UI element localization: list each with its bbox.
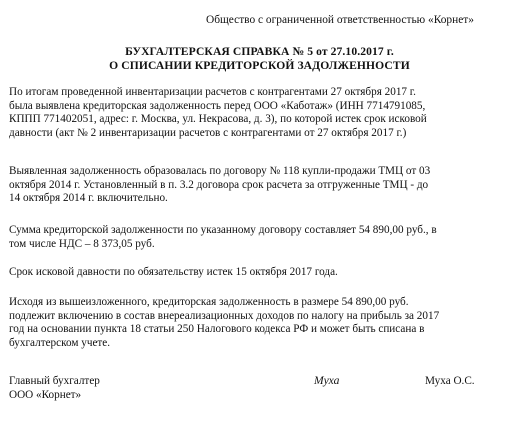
paragraph-line: бухгалтерском учете.: [9, 337, 111, 350]
document-title-line-1: БУХГАЛТЕРСКАЯ СПРАВКА № 5 от 27.10.2017 г.: [125, 45, 394, 58]
paragraph-inventory-results: [9, 86, 515, 141]
document-title-line-2: О СПИСАНИИ КРЕДИТОРСКОЙ ЗАДОЛЖЕННОСТИ: [109, 59, 410, 72]
paragraph-line: давности (акт № 2 инвентаризации расчетов с контрагентами от 27 октября 2017 г.): [9, 127, 407, 140]
paragraph-line: октября 2014 г. Установленный в п. 3.2 договора срок расчета за отгруженные ТМЦ - до: [9, 178, 429, 191]
paragraph-debt-amount: [9, 224, 515, 251]
paragraph-limitation-period: [9, 266, 515, 280]
signatory-organization: ООО «Корнет»: [9, 389, 82, 401]
paragraph-conclusion: [9, 296, 515, 351]
paragraph-line: Выявленная задолженность образовалась по договору № 118 купли-продажи ТМЦ от 03: [9, 165, 431, 177]
signatory-role: Главный бухгалтер: [9, 375, 100, 387]
paragraph-line: Сумма кредиторской задолженности по указанному договору составляет 54 890,00 руб., в: [9, 224, 437, 236]
handwritten-signature: Муха: [314, 374, 340, 387]
paragraph-line: была выявлена кредиторская задолженность перед ООО «Каботаж» (ИНН 7714791085,: [9, 99, 426, 112]
paragraph-line: год на основании пункта 18 статьи 250 Налогового кодекса РФ и может быть списана в: [9, 323, 425, 336]
paragraph-line: Исходя из вышеизложенного, кредиторская задолженность в размере 54 890,00 руб.: [9, 296, 409, 308]
paragraph-line: Срок исковой давности по обязательству истек 15 октября 2017 года.: [9, 266, 338, 278]
paragraph-debt-origin: [9, 165, 515, 206]
paragraph-line: подлежит включению в состав внереализационных доходов по налогу на прибыль за 2017: [9, 309, 440, 322]
paragraph-line: том числе НДС – 8 373,05 руб.: [9, 237, 155, 250]
organization-name: Общество с ограниченной ответственностью «Корнет»: [206, 14, 474, 26]
signatory-name: Муха О.С.: [425, 375, 475, 387]
paragraph-line: По итогам проведенной инвентаризации расчетов с контрагентами 27 октября 2017 г.: [9, 86, 416, 98]
paragraph-line: КППП 771402051, адрес: г. Москва, ул. Некрасова, д. 3), по которой истек срок исковой: [9, 113, 427, 126]
paragraph-line: 14 октября 2014 г. включительно.: [9, 192, 168, 205]
